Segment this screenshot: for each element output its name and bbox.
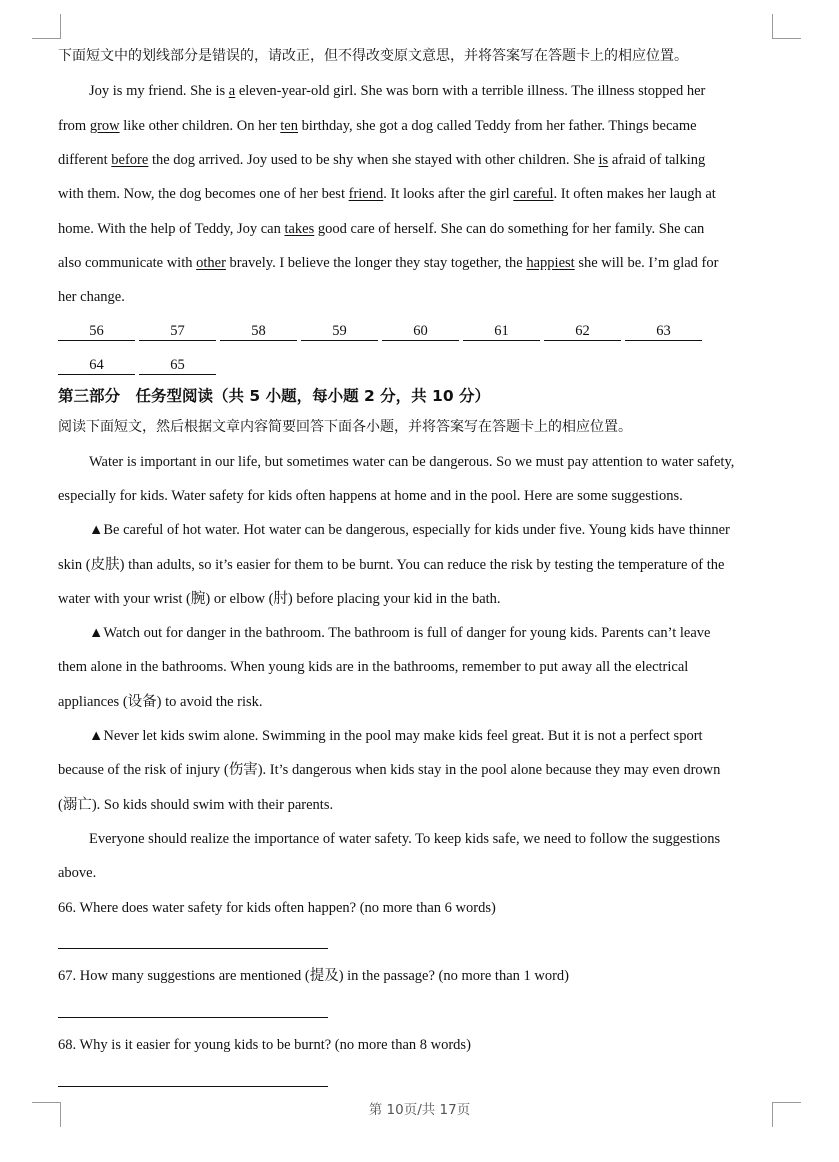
crop-mark-top-right (772, 14, 801, 39)
question-68: 68. Why is it easier for young kids to be burnt? (no more than 8 words) (58, 1037, 471, 1053)
underlined-error: takes (284, 221, 315, 237)
passage2-line: above. (58, 865, 97, 881)
passage2-line: water with your wrist (腕) or elbow (肘) before placing your kid in the bath. (58, 591, 501, 607)
task-reading-instruction: 阅读下面短文，然后根据文章内容简要回答下面各小题，并将答案写在答题卡上的相应位置。 (58, 419, 632, 435)
passage1-line: different before the dog arrived. Joy used to be shy when she stayed with other children. She is afraid of talking (58, 152, 706, 168)
answer-blank-65[interactable]: 65 (139, 356, 216, 375)
passage2-line: (溺亡). So kids should swim with their parents. (58, 797, 334, 813)
passage1-line: home. With the help of Teddy, Joy can takes good care of herself. She can do something for her family. She can (58, 221, 705, 237)
underlined-error: careful (513, 186, 554, 202)
question-67: 67. How many suggestions are mentioned (提及) in the passage? (no more than 1 word) (58, 968, 570, 984)
answer-blank-56[interactable]: 56 (58, 322, 135, 341)
passage2-line: skin (皮肤) than adults, so it’s easier for them to be burnt. You can reduce the risk by testing the temperature of the (58, 557, 725, 573)
underlined-error: before (111, 152, 149, 168)
underlined-error: other (196, 255, 226, 271)
answer-blank-64[interactable]: 64 (58, 356, 135, 375)
answer-blank-62[interactable]: 62 (544, 322, 621, 341)
passage1-line: from grow like other children. On her ten birthday, she got a dog called Teddy from her father. Things became (58, 118, 697, 134)
section-heading: 第三部分 任务型阅读（共 5 小题，每小题 2 分，共 10 分） (58, 387, 491, 405)
passage1-line: Joy is my friend. She is a eleven-year-old girl. She was born with a terrible illness. The illness stopped her (89, 83, 706, 99)
passage1-line: also communicate with other bravely. I believe the longer they stay together, the happiest she will be. I’m glad for (58, 255, 719, 271)
passage2-line: them alone in the bathrooms. When young kids are in the bathrooms, remember to put away all the electrical (58, 659, 689, 675)
passage1-line: her change. (58, 289, 125, 305)
answer-blank-58[interactable]: 58 (220, 322, 297, 341)
answer-line-68[interactable] (58, 1086, 328, 1087)
passage2-line: ▲Never let kids swim alone. Swimming in the pool may make kids feel great. But it is not a perfect sport (89, 728, 703, 744)
answer-line-67[interactable] (58, 1017, 328, 1018)
answer-blank-57[interactable]: 57 (139, 322, 216, 341)
question-66: 66. Where does water safety for kids often happen? (no more than 6 words) (58, 900, 496, 916)
underlined-error: happiest (526, 255, 575, 271)
underlined-error: a (228, 83, 236, 99)
answer-blank-60[interactable]: 60 (382, 322, 459, 341)
passage2-line: ▲Be careful of hot water. Hot water can be dangerous, especially for kids under five. Young kids have thinner (89, 522, 730, 538)
passage2-line: especially for kids. Water safety for kids often happens at home and in the pool. Here are some suggestions. (58, 488, 683, 504)
error-correction-instruction: 下面短文中的划线部分是错误的，请改正，但不得改变原文意思，并将答案写在答题卡上的相应位置。 (58, 48, 688, 64)
answer-blank-63[interactable]: 63 (625, 322, 702, 341)
answer-blank-59[interactable]: 59 (301, 322, 378, 341)
page-number: 第 10页/共 17页 (368, 1102, 471, 1118)
passage2-line: Water is important in our life, but sometimes water can be dangerous. So we must pay attention to water safety, (89, 454, 735, 470)
answer-line-66[interactable] (58, 948, 328, 949)
passage1-line: with them. Now, the dog becomes one of her best friend. It looks after the girl careful. It often makes her laugh at (58, 186, 716, 202)
underlined-error: friend (348, 186, 384, 202)
passage2-line: Everyone should realize the importance of water safety. To keep kids safe, we need to follow the suggestions (89, 831, 721, 847)
underlined-error: ten (280, 118, 298, 134)
answer-blank-61[interactable]: 61 (463, 322, 540, 341)
passage2-line: appliances (设备) to avoid the risk. (58, 694, 263, 710)
passage2-line: because of the risk of injury (伤害). It’s dangerous when kids stay in the pool alone because they may even drown (58, 762, 721, 778)
passage2-line: ▲Watch out for danger in the bathroom. The bathroom is full of danger for young kids. Parents can’t leave (89, 625, 711, 641)
crop-mark-top-left (32, 14, 61, 39)
underlined-error: grow (89, 118, 120, 134)
underlined-error: is (598, 152, 609, 168)
